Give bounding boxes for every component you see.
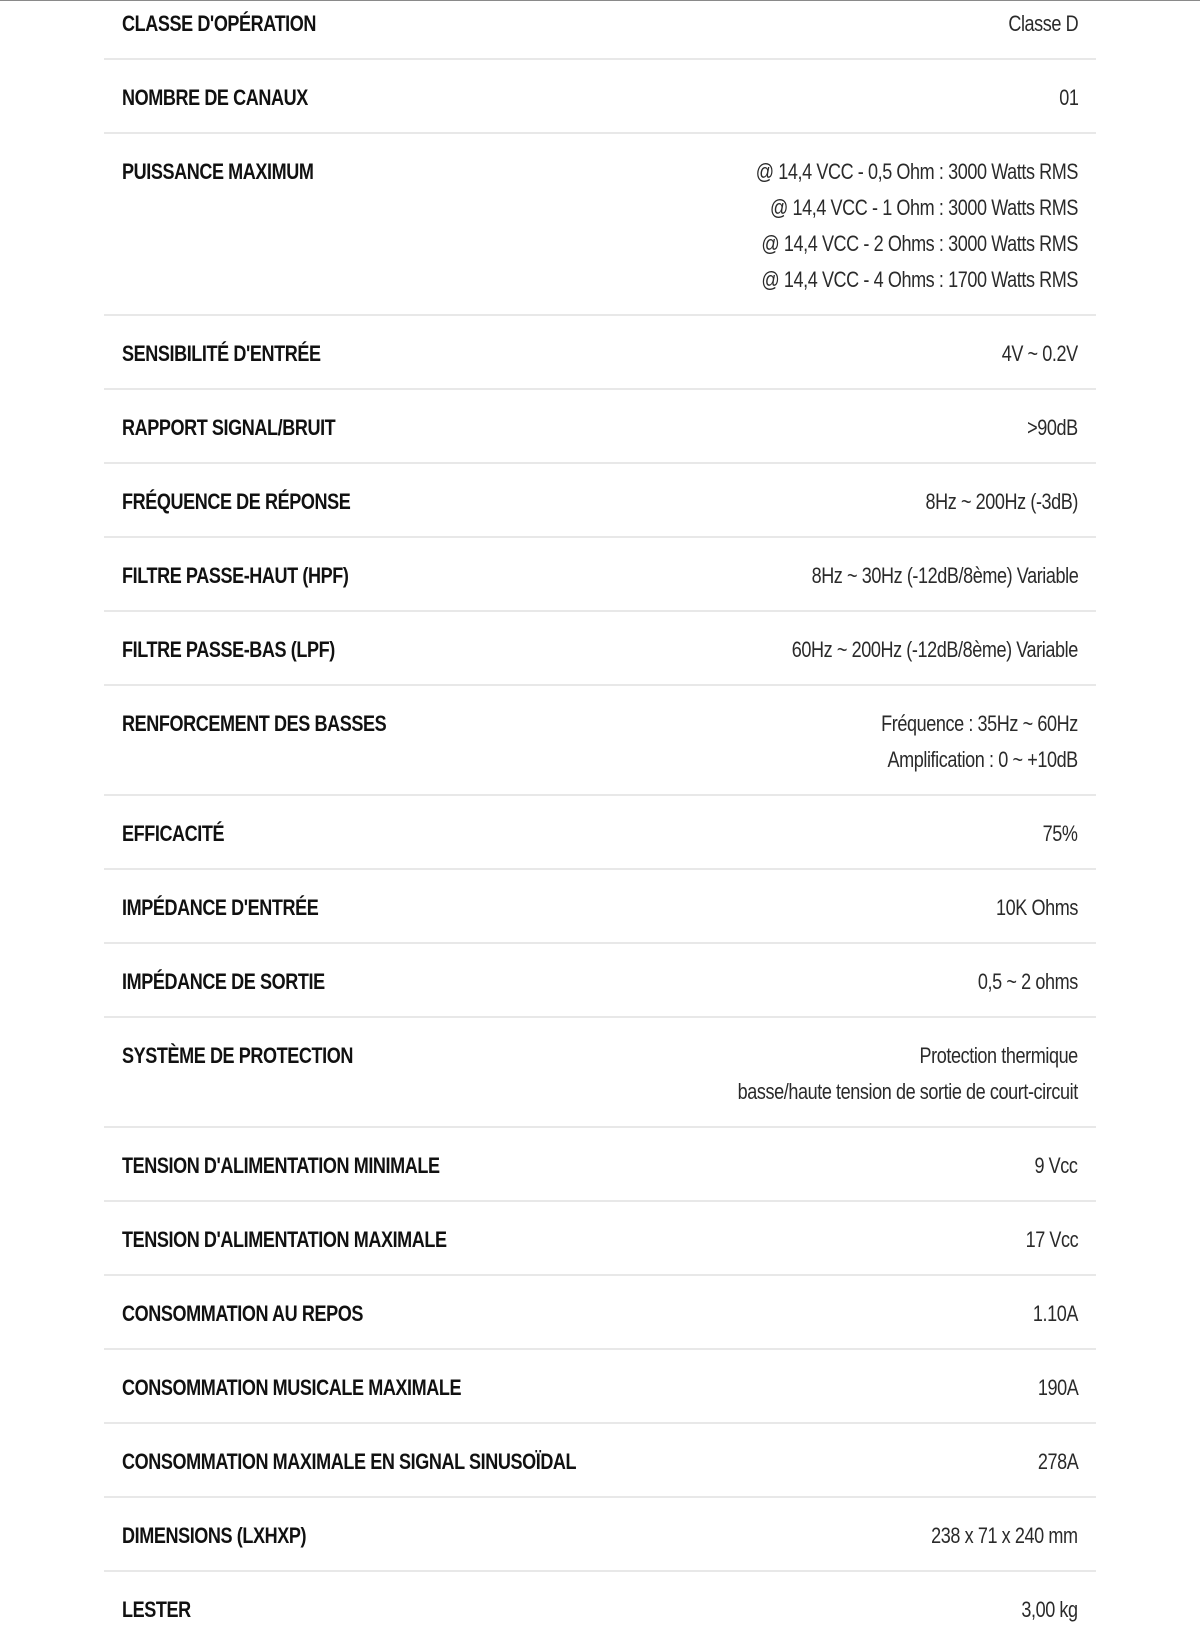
spec-value-line: 8Hz ~ 200Hz (-3dB) — [925, 489, 1078, 514]
spec-label: CONSOMMATION AU REPOS — [122, 1301, 363, 1326]
spec-value — [1043, 816, 1078, 852]
spec-value — [978, 964, 1078, 1000]
spec-label: FILTRE PASSE-BAS (LPF) — [122, 637, 335, 662]
spec-label: FRÉQUENCE DE RÉPONSE — [122, 489, 351, 514]
spec-row — [104, 538, 1096, 612]
spec-label: EFFICACITÉ — [122, 821, 225, 846]
spec-value-line: basse/haute tension de sortie de court-circuit — [737, 1079, 1078, 1104]
spec-value-line: 1.10A — [1032, 1301, 1078, 1326]
spec-label: SENSIBILITÉ D'ENTRÉE — [122, 341, 321, 366]
spec-value — [1022, 1592, 1078, 1628]
spec-row — [104, 1202, 1096, 1276]
spec-value-line: 190A — [1037, 1375, 1078, 1400]
spec-value — [925, 484, 1078, 520]
spec-row — [104, 60, 1096, 134]
spec-value-line: @ 14,4 VCC - 4 Ohms : 1700 Watts RMS — [761, 267, 1078, 292]
spec-value — [1033, 1296, 1078, 1332]
spec-label: CONSOMMATION MUSICALE MAXIMALE — [122, 1375, 462, 1400]
spec-value-line: Protection thermique — [919, 1043, 1078, 1068]
spec-label: RAPPORT SIGNAL/BRUIT — [122, 415, 336, 440]
spec-row — [104, 1018, 1096, 1128]
spec-row — [104, 686, 1096, 796]
spec-value — [738, 1038, 1078, 1110]
spec-value — [1025, 1222, 1078, 1258]
spec-label: LESTER — [122, 1597, 191, 1622]
spec-row — [104, 944, 1096, 1018]
spec-value — [1059, 80, 1078, 116]
spec-value-line: 238 x 71 x 240 mm — [931, 1523, 1078, 1548]
spec-value-line: 10K Ohms — [996, 895, 1078, 920]
spec-row — [104, 1350, 1096, 1424]
spec-value-line: @ 14,4 VCC - 1 Ohm : 3000 Watts RMS — [769, 195, 1078, 220]
spec-row — [104, 1276, 1096, 1350]
spec-value — [881, 706, 1078, 778]
spec-value — [932, 1518, 1078, 1554]
spec-label: DIMENSIONS (LXHXP) — [122, 1523, 307, 1548]
spec-value — [1002, 336, 1078, 372]
spec-value-line: Fréquence : 35Hz ~ 60Hz — [881, 711, 1078, 736]
spec-value-line: @ 14,4 VCC - 2 Ohms : 3000 Watts RMS — [761, 231, 1078, 256]
spec-row — [104, 1572, 1096, 1644]
spec-row — [104, 316, 1096, 390]
spec-value-line: >90dB — [1027, 415, 1078, 440]
spec-value-line: 3,00 kg — [1021, 1597, 1078, 1622]
spec-value — [1037, 1370, 1078, 1406]
spec-value-line: 0,5 ~ 2 ohms — [978, 969, 1078, 994]
spec-value-line: 17 Vcc — [1025, 1227, 1078, 1252]
spec-value — [756, 154, 1078, 298]
spec-label: SYSTÈME DE PROTECTION — [122, 1043, 353, 1068]
spec-row — [104, 390, 1096, 464]
spec-value — [811, 558, 1078, 594]
spec-value-line: 278A — [1037, 1449, 1078, 1474]
spec-label: IMPÉDANCE D'ENTRÉE — [122, 895, 319, 920]
spec-row — [104, 612, 1096, 686]
spec-label: FILTRE PASSE-HAUT (HPF) — [122, 563, 349, 588]
spec-value-line: 8Hz ~ 30Hz (-12dB/8ème) Variable — [811, 563, 1078, 588]
spec-value-line: 9 Vcc — [1034, 1153, 1078, 1178]
spec-row — [104, 1424, 1096, 1498]
spec-label: IMPÉDANCE DE SORTIE — [122, 969, 325, 994]
spec-row — [104, 870, 1096, 944]
spec-row — [104, 1128, 1096, 1202]
spec-label: RENFORCEMENT DES BASSES — [122, 711, 387, 736]
spec-value-line: 01 — [1058, 85, 1078, 110]
spec-value-line: Classe D — [1008, 11, 1078, 36]
spec-label: CLASSE D'OPÉRATION — [122, 11, 317, 36]
spec-row — [104, 464, 1096, 538]
spec-value — [1027, 410, 1078, 446]
spec-label: CONSOMMATION MAXIMALE EN SIGNAL SINUSOÏDAL — [122, 1449, 577, 1474]
spec-row — [104, 0, 1096, 60]
spec-value-line: Amplification : 0 ~ +10dB — [887, 747, 1078, 772]
spec-label: PUISSANCE MAXIMUM — [122, 159, 314, 184]
spec-value — [1008, 6, 1078, 42]
spec-label: TENSION D'ALIMENTATION MINIMALE — [122, 1153, 440, 1178]
spec-value — [996, 890, 1078, 926]
spec-value — [792, 632, 1078, 668]
spec-row — [104, 134, 1096, 316]
spec-value — [1035, 1148, 1078, 1184]
spec-value-line: 60Hz ~ 200Hz (-12dB/8ème) Variable — [791, 637, 1078, 662]
spec-row — [104, 1498, 1096, 1572]
spec-label: TENSION D'ALIMENTATION MAXIMALE — [122, 1227, 447, 1252]
spec-value-line: 75% — [1043, 821, 1078, 846]
spec-value — [1037, 1444, 1078, 1480]
specifications-table — [104, 0, 1096, 1644]
spec-value-line: @ 14,4 VCC - 0,5 Ohm : 3000 Watts RMS — [755, 159, 1078, 184]
spec-row — [104, 796, 1096, 870]
spec-value-line: 4V ~ 0.2V — [1001, 341, 1078, 366]
spec-label: NOMBRE DE CANAUX — [122, 85, 308, 110]
